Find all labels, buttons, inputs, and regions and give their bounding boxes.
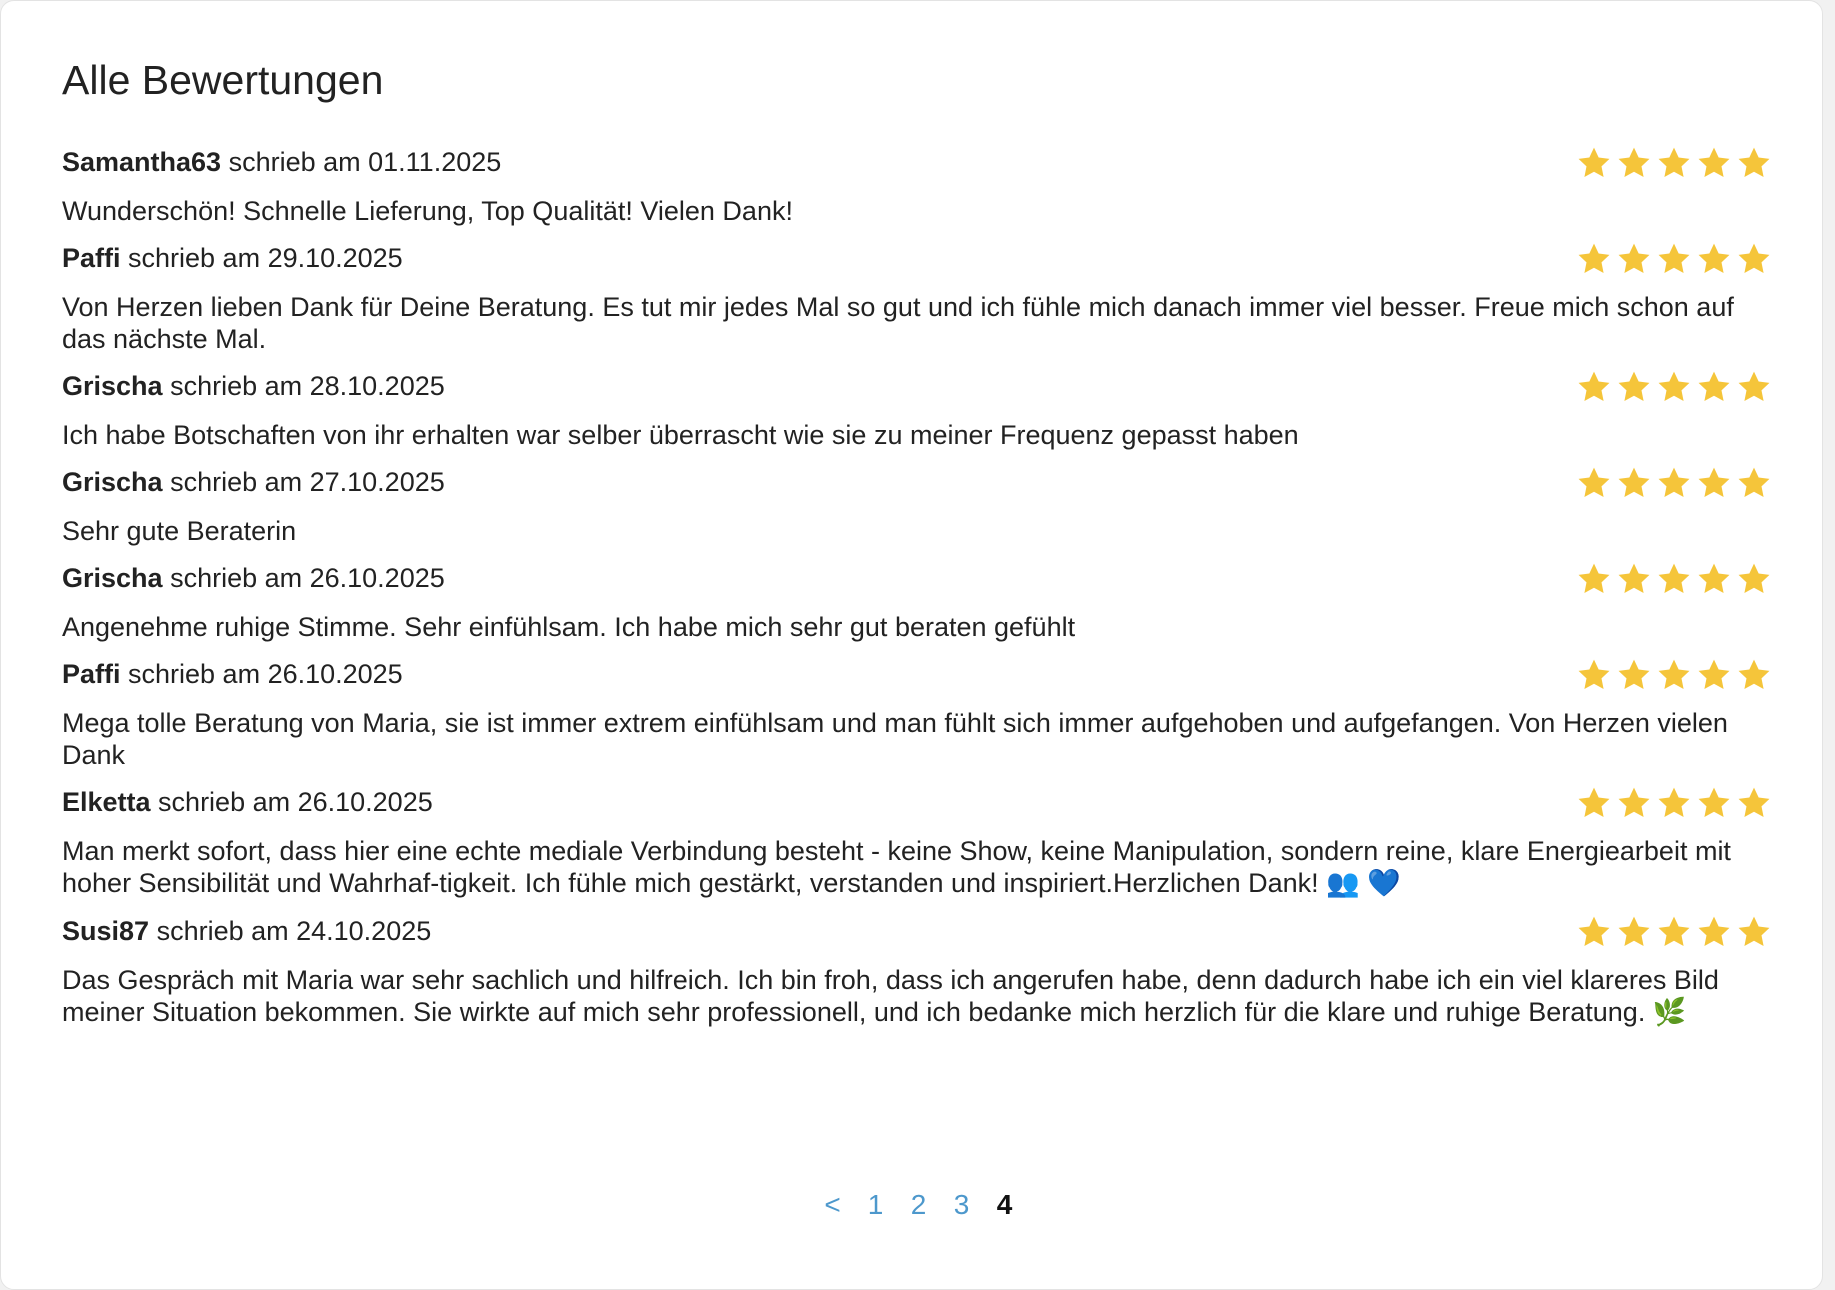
review-author: Grischa [62, 371, 163, 401]
review-author: Grischa [62, 467, 163, 497]
star-filled-icon [1656, 785, 1692, 820]
star-filled-icon [1696, 561, 1732, 596]
star-filled-icon [1576, 369, 1612, 404]
star-rating [1576, 785, 1772, 820]
review-item [62, 239, 1772, 355]
review-header [62, 463, 1772, 503]
star-filled-icon [1656, 914, 1692, 949]
star-filled-icon [1656, 657, 1692, 692]
review-item [62, 655, 1772, 771]
star-rating [1576, 914, 1772, 949]
review-author: Samantha63 [62, 147, 222, 177]
star-filled-icon [1576, 561, 1612, 596]
people-emoji-icon: 👥 [1326, 868, 1360, 899]
review-meta [62, 467, 445, 498]
star-filled-icon [1696, 369, 1732, 404]
review-text [62, 823, 1772, 900]
review-text [62, 183, 1772, 227]
star-filled-icon [1736, 657, 1772, 692]
review-meta [62, 916, 431, 947]
page-title: Alle Bewertungen [62, 57, 384, 103]
star-filled-icon [1696, 657, 1732, 692]
review-text-content: Ich habe Botschaften von ihr erhalten war selber überrascht wie sie zu meiner Frequenz gepasst haben [62, 420, 1299, 450]
review-date: schrieb am 26.10.2025 [120, 659, 403, 689]
review-text-content: Wunderschön! Schnelle Lieferung, Top Qualität! Vielen Dank! [62, 196, 793, 226]
star-filled-icon [1656, 145, 1692, 180]
review-header [62, 239, 1772, 279]
star-filled-icon [1696, 785, 1732, 820]
pagination [811, 1187, 1026, 1223]
star-filled-icon [1696, 145, 1732, 180]
review-meta [62, 563, 445, 594]
review-list [62, 143, 1772, 1041]
star-filled-icon [1576, 465, 1612, 500]
star-rating [1576, 657, 1772, 692]
star-filled-icon [1616, 657, 1652, 692]
review-header [62, 655, 1772, 695]
review-text [62, 599, 1772, 643]
star-filled-icon [1616, 241, 1652, 276]
review-text-content: Sehr gute Beraterin [62, 516, 297, 546]
review-header [62, 559, 1772, 599]
star-filled-icon [1736, 145, 1772, 180]
star-filled-icon [1576, 785, 1612, 820]
review-text-content: Mega tolle Beratung von Maria, sie ist immer extrem einfühlsam und man fühlt sich immer aufgehoben und aufgefangen. Von Herzen vielen Dank [62, 708, 1728, 770]
review-meta [62, 371, 445, 402]
review-item [62, 367, 1772, 451]
star-filled-icon [1736, 369, 1772, 404]
star-filled-icon [1696, 241, 1732, 276]
star-filled-icon [1616, 914, 1652, 949]
review-meta [62, 787, 433, 818]
star-rating [1576, 145, 1772, 180]
review-header [62, 912, 1772, 952]
review-author: Elketta [62, 787, 151, 817]
review-text-content: Von Herzen lieben Dank für Deine Beratung. Es tut mir jedes Mal so gut und ich fühle mich danach immer viel besser. Freue mich schon auf das nächste Mal. [62, 292, 1734, 354]
review-item [62, 559, 1772, 643]
pagination-current-page: 4 [996, 1189, 1013, 1220]
review-text-content: Man merkt sofort, dass hier eine echte mediale Verbindung besteht - keine Show, keine Manipulation, sondern reine, klare Energiearbeit mit hoher Sensibilität und Wahrhaf-tigkeit. Ich fühle mich gestärkt, verstanden und inspiriert.Herzlichen Dank! [62, 836, 1731, 898]
star-filled-icon [1696, 914, 1732, 949]
review-meta [62, 659, 403, 690]
pagination-page-3[interactable]: 3 [953, 1189, 970, 1220]
pagination-prev[interactable]: < [824, 1189, 841, 1220]
review-text [62, 503, 1772, 547]
review-meta [62, 147, 501, 178]
star-filled-icon [1736, 561, 1772, 596]
review-item [62, 143, 1772, 227]
review-author: Paffi [62, 243, 121, 273]
star-rating [1576, 561, 1772, 596]
review-text-content: Angenehme ruhige Stimme. Sehr einfühlsam. Ich habe mich sehr gut beraten gefühlt [62, 612, 1076, 642]
review-date: schrieb am 27.10.2025 [162, 467, 445, 497]
review-text [62, 279, 1772, 355]
star-filled-icon [1576, 914, 1612, 949]
star-filled-icon [1736, 241, 1772, 276]
review-date: schrieb am 28.10.2025 [162, 371, 445, 401]
star-filled-icon [1616, 145, 1652, 180]
star-filled-icon [1616, 465, 1652, 500]
review-text-content: Das Gespräch mit Maria war sehr sachlich und hilfreich. Ich bin froh, dass ich angerufen habe, denn dadurch habe ich ein viel klareres Bild meiner Situation bekommen. Sie wirkte auf mich sehr professionell, und ich bedanke mich herzlich für die klare und ruhige Beratung. [62, 965, 1719, 1027]
review-text [62, 407, 1772, 451]
star-filled-icon [1616, 561, 1652, 596]
star-filled-icon [1736, 465, 1772, 500]
star-rating [1576, 465, 1772, 500]
review-date: schrieb am 01.11.2025 [221, 147, 502, 177]
star-filled-icon [1656, 465, 1692, 500]
star-filled-icon [1656, 561, 1692, 596]
review-item [62, 912, 1772, 1029]
star-filled-icon [1616, 369, 1652, 404]
review-item [62, 783, 1772, 900]
review-author: Paffi [62, 659, 121, 689]
review-author: Susi87 [62, 916, 150, 946]
review-header [62, 143, 1772, 183]
star-filled-icon [1736, 785, 1772, 820]
review-author: Grischa [62, 563, 163, 593]
star-rating [1576, 369, 1772, 404]
star-filled-icon [1576, 657, 1612, 692]
star-rating [1576, 241, 1772, 276]
review-header [62, 367, 1772, 407]
star-filled-icon [1656, 369, 1692, 404]
review-meta [62, 243, 403, 274]
pagination-page-2[interactable]: 2 [910, 1189, 927, 1220]
review-date: schrieb am 26.10.2025 [162, 563, 445, 593]
star-filled-icon [1656, 241, 1692, 276]
star-filled-icon [1576, 145, 1612, 180]
review-text [62, 695, 1772, 771]
pagination-page-1[interactable]: 1 [867, 1189, 884, 1220]
blue-heart-emoji-icon: 💙 [1367, 868, 1401, 899]
review-date: schrieb am 29.10.2025 [120, 243, 403, 273]
review-date: schrieb am 26.10.2025 [150, 787, 433, 817]
star-filled-icon [1576, 241, 1612, 276]
star-filled-icon [1616, 785, 1652, 820]
review-date: schrieb am 24.10.2025 [149, 916, 432, 946]
herb-emoji-icon: 🌿 [1652, 997, 1687, 1028]
review-text [62, 952, 1772, 1029]
review-item [62, 463, 1772, 547]
review-header [62, 783, 1772, 823]
star-filled-icon [1736, 914, 1772, 949]
star-filled-icon [1696, 465, 1732, 500]
